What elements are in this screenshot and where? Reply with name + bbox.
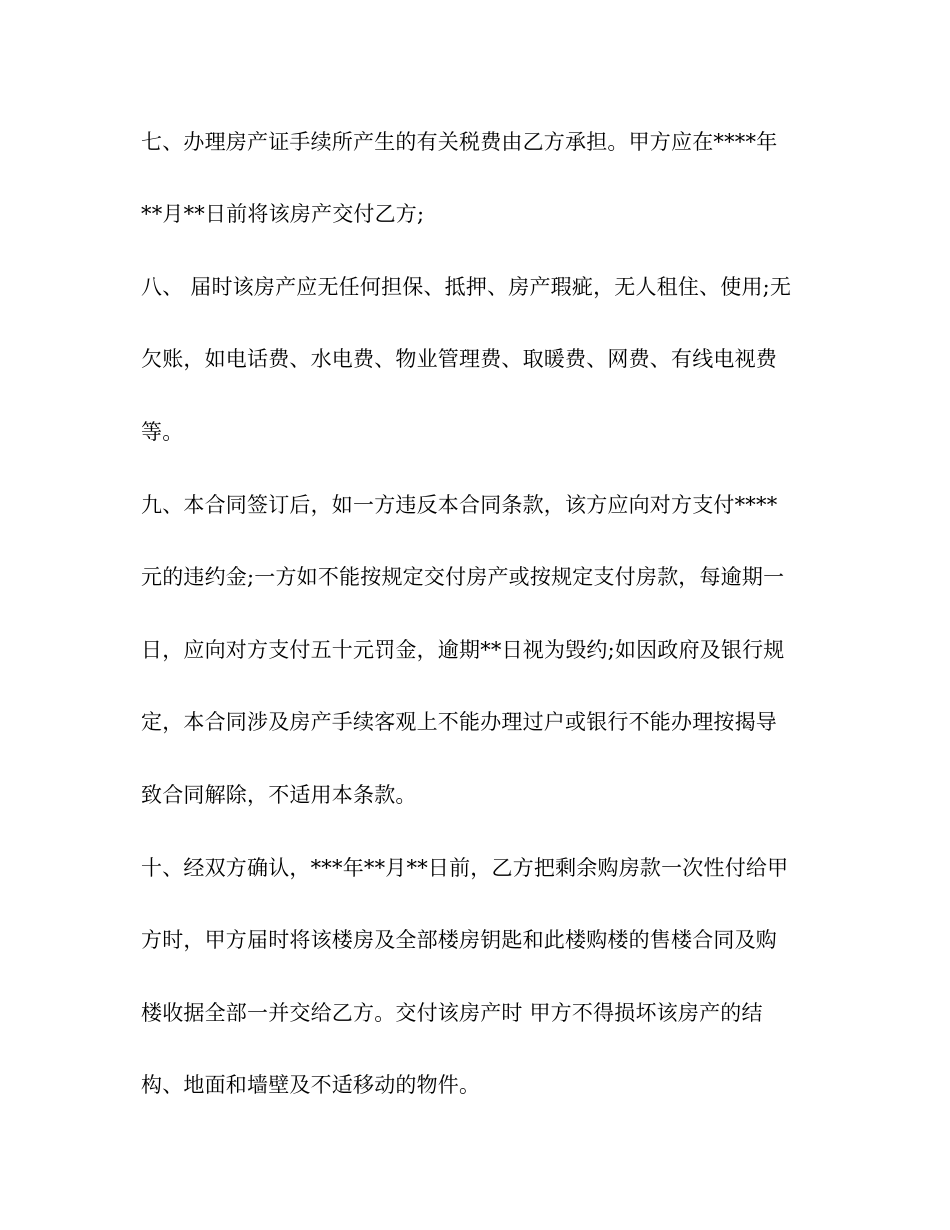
clause-9-line-3: 日，应向对方支付五十元罚金，逾期**日视为毁约;如因政府及银行规 [141,638,785,662]
clause-7-line-2: **月**日前将该房产交付乙方; [141,202,425,226]
clause-10-line-1: 十、经双方确认，***年**月**日前，乙方把剩余购房款一次性付给甲 [141,856,789,880]
clause-10-line-3: 楼收据全部一并交给乙方。交付该房产时 甲方不得损坏该房产的结 [141,1001,763,1025]
clause-8-line-2: 欠账，如电话费、水电费、物业管理费、取暖费、网费、有线电视费 [141,347,777,371]
clause-9-line-2: 元的违约金;一方如不能按规定交付房产或按规定支付房款，每逾期一 [141,565,785,589]
clause-8-line-1: 八、 届时该房产应无任何担保、抵押、房产瑕疵，无人租住、使用;无 [141,275,792,299]
clause-8-line-3: 等。 [141,420,184,444]
clause-9-line-5: 致合同解除，不适用本条款。 [141,783,417,807]
clause-10-line-4: 构、地面和墙壁及不适移动的物件。 [141,1073,481,1097]
clause-10-line-2: 方时，甲方届时将该楼房及全部楼房钥匙和此楼购楼的售楼合同及购 [141,928,777,952]
clause-7-line-1: 七、办理房产证手续所产生的有关税费由乙方承担。甲方应在****年 [141,130,778,154]
clause-9-line-1: 九、本合同签订后，如一方违反本合同条款，该方应向对方支付**** [141,493,778,517]
clause-9-line-4: 定，本合同涉及房产手续客观上不能办理过户或银行不能办理按揭导 [141,710,777,734]
